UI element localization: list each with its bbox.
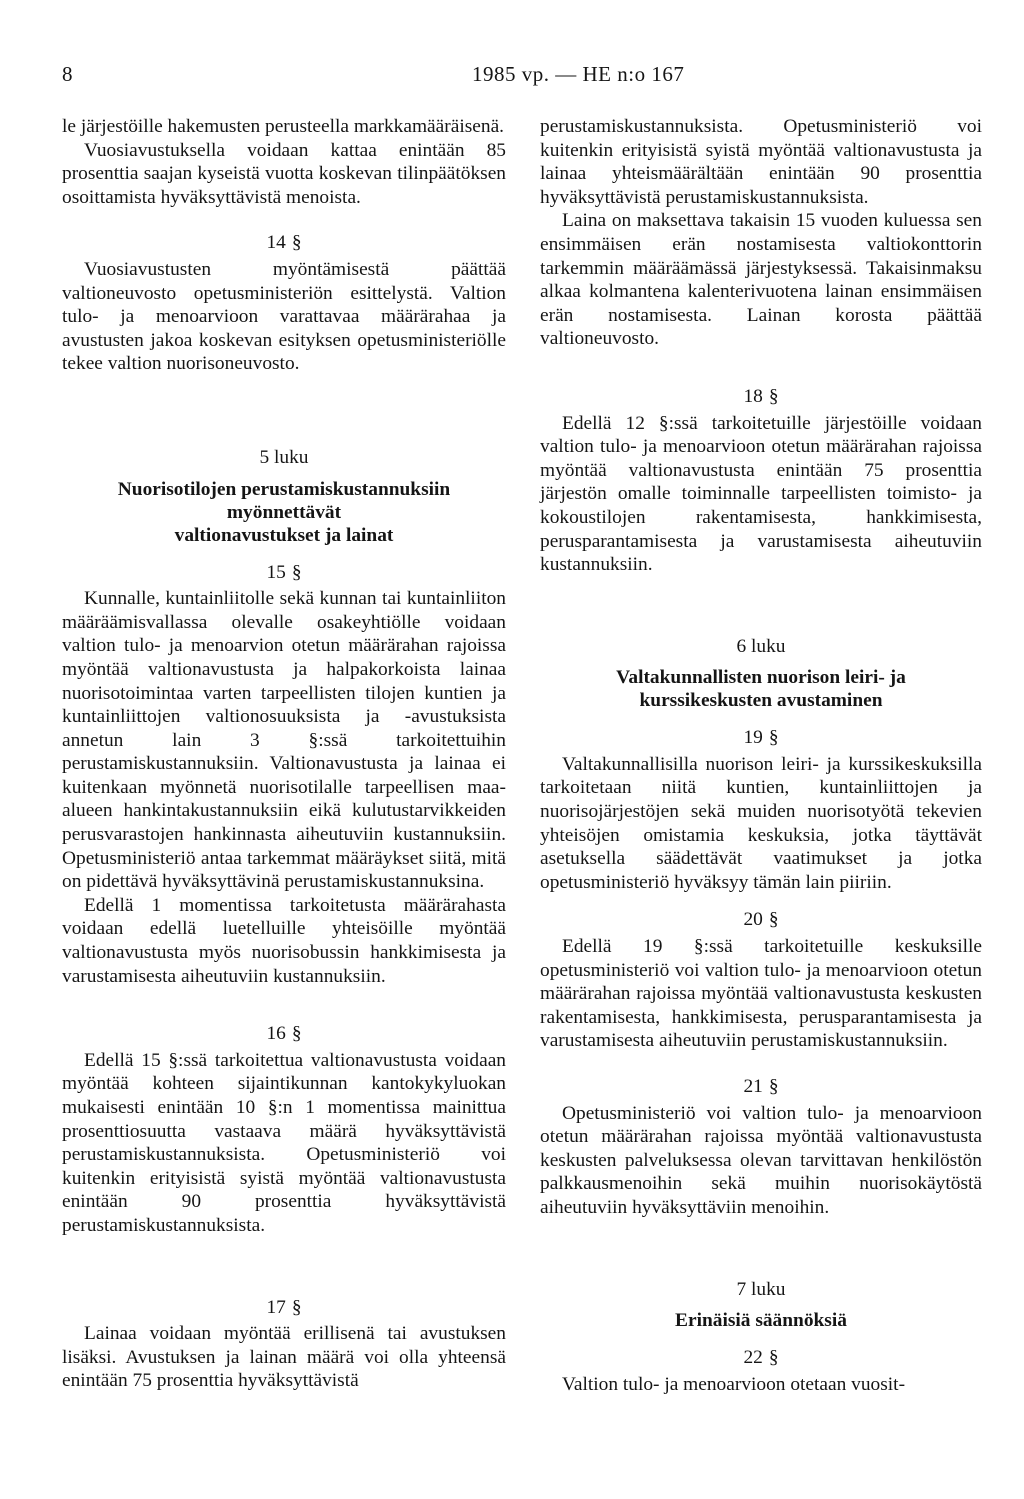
section-sign: § (768, 385, 779, 407)
chapter-number-6: 6 luku (736, 635, 786, 657)
section-heading-15 (62, 561, 506, 585)
chapter-title-7: Erinäisiä säännöksiä (675, 1310, 847, 1332)
paragraph: Edellä 1 momentissa tarkoitetusta määrärahasta voidaan edellä luetelluille yhteisöille myöntää valtionavustusta myös nuorisobussin hankkimisesta ja varustamisesta aiheutuviin kustannuksiin. (62, 894, 506, 987)
paragraph: Edellä 15 §:ssä tarkoitettua valtionavustusta voidaan myöntää kohteen sijaintikunnan kantokykyluokan mukaisesti enintään 10 §:n 1 momentissa mainittua prosenttiosuutta vastaava määrä hyväksyttävistä perustamiskustannuksista. Opetusministeriö voi kuitenkin erityisistä syistä myöntää valtionavustusta enintään 90 prosenttia hyväksyttävistä perustamiskustannuksista. (62, 1049, 506, 1236)
paragraph: Valtakunnallisilla nuorison leiri- ja kurssikeskuksilla tarkoitetaan niitä kuntien, kuntainliittojen ja nuorisojärjestöjen sekä muiden nuorisotyötä tekevien yhteisöjen omistamia keskuksia, jotka täyttävät asetuksella säädettävät vaatimukset ja jotka opetusministeriö hyväksyy tämän lain piiriin. (540, 753, 982, 893)
section-heading-14 (62, 231, 506, 255)
section-number: 22 (743, 1347, 763, 1369)
section-sign: § (291, 561, 302, 583)
section-number: 19 (743, 727, 763, 749)
section-heading-19 (540, 726, 982, 750)
paragraph: Lainaa voidaan myöntää erillisenä tai avustuksen lisäksi. Avustuksen ja lainan määrä voi olla yhteensä enintään 75 prosenttia hyväksyttävistä (62, 1323, 506, 1392)
chapter-title-line: Nuorisotilojen perustamiskustannuksiin myönnettävät (117, 478, 451, 523)
paragraph: le järjestöille hakemusten perusteella markkamääräisenä. (62, 116, 505, 137)
left-column (62, 115, 506, 1393)
paragraph: Vuosiavustusten myöntämisestä päättää valtioneuvosto opetusministeriön esittelystä. Valtion tulo- ja menoarvioon varattavaa määrärahaa ja avustusten jakoa koskevan esityksen opetusministeriölle tekee valtion nuorisoneuvosto. (62, 258, 506, 375)
page-number: 8 (62, 62, 73, 86)
section-number: 15 (266, 561, 286, 583)
chapter-title-line: valtionavustukset ja lainat (174, 524, 394, 546)
section-sign: § (291, 1023, 302, 1045)
paragraph: Edellä 19 §:ssä tarkoitetuille keskuksille opetusministeriö voi valtion tulo- ja menoarvioon otetun määrärahan rajoissa myöntää valtionavustusta keskusten rakentamisesta, hankkimisesta, perusparantamisesta ja varustamisesta aiheutuviin perustamiskustannuksiin. (540, 936, 982, 1052)
section-heading-17 (62, 1296, 506, 1320)
running-title: 1985 vp. — HE n:o 167 (472, 62, 685, 86)
section-number: 16 (266, 1023, 286, 1045)
section-sign: § (768, 909, 779, 931)
page-header (62, 62, 1012, 92)
chapter-title-6 (540, 666, 982, 712)
chapter-number-7: 7 luku (736, 1278, 786, 1300)
section-number: 21 (743, 1076, 763, 1097)
section-number: 20 (743, 909, 763, 931)
section-sign: § (291, 1296, 302, 1318)
section-number: 18 (743, 385, 763, 407)
chapter-title-line: Valtakunnallisten nuorison leiri- ja (616, 667, 906, 689)
section-sign: § (291, 232, 302, 254)
chapter-number-5: 5 luku (259, 446, 309, 468)
paragraph: Vuosiavustuksella voidaan kattaa enintään 85 prosenttia saajan kyseistä vuotta koskevan tilinpäätöksen osoittamista hyväksyttävistä menoista. (62, 139, 506, 208)
section-sign: § (768, 1076, 779, 1097)
paragraph: perustamiskustannuksista. Opetusministeriö voi kuitenkin erityisistä syistä myöntää valtionavustusta ja lainaa yhteismäärältään enintään 90 prosenttia hyväksyttävistä perustamiskustannuksista. (540, 116, 982, 208)
section-sign: § (768, 1347, 779, 1369)
paragraph: Opetusministeriö voi valtion tulo- ja menoarvioon otetun määrärahan rajoissa myöntää valtionavustusta keskusten palveluksessa olevan tarvittavan henkilöstön palkkausmenoihin sekä muihin nuorisokäytöstä aiheutuviin hyväksyttäviin menoihin. (540, 1102, 982, 1218)
section-heading-20 (540, 908, 982, 932)
section-sign: § (768, 727, 779, 749)
section-heading-16 (62, 1022, 506, 1046)
chapter-title-line: kurssikeskusten avustaminen (639, 690, 883, 712)
section-heading-18 (540, 385, 982, 409)
chapter-title-5 (62, 478, 506, 547)
paragraph: Edellä 12 §:ssä tarkoitetuille järjestöille voidaan valtion tulo- ja menoarvioon otetun määrärahan rajoissa myöntää valtionavustusta enintään 75 prosenttia järjestön omalle toiminnalle tarpeellisten toimisto- ja kokoustilojen rakentamisesta, hankkimisesta, perusparantamisesta ja varustamisesta aiheutuviin kustannuksiin. (540, 412, 982, 576)
paragraph: Laina on maksettava takaisin 15 vuoden kuluessa sen ensimmäisen erän nostamisesta valtiokonttorin tarkemmin määräämässä järjestyksessä. Takaisinmaksu alkaa kolmantena kalenterivuotena lainan ensimmäisen erän nostamisesta. Lainan korosta päättää valtioneuvosto. (540, 210, 982, 350)
right-column (540, 115, 982, 1396)
section-heading-22 (540, 1346, 982, 1370)
section-heading-21 (540, 1075, 982, 1099)
section-number: 14 (266, 232, 286, 254)
section-number: 17 (266, 1296, 286, 1318)
paragraph: Kunnalle, kuntainliitolle sekä kunnan tai kuntainliiton määräämisvallassa olevalle osakeyhtiölle voidaan valtion tulo- ja menoarvion otetun määrärahan rajoissa myöntää valtionavustusta ja halpakorkoista lainaa nuorisotoimintaa varten tarpeellisten tilojen kuntien ja kuntainliittojen valtionosuuksista ja -avustuksista annetun lain 3 §:ssä tarkoitettuihin perustamiskustannuksiin. Valtionavustusta ja lainaa ei kuitenkaan myönnetä nuorisotilalle tarpeellisen maa-alueen hankintakustannuksiin eikä kulutustarvikkeiden perusvarastojen hankinnasta aiheutuviin kustannuksiin. Opetusministeriö antaa tarkemmat määräykset siitä, mitä on pidettävä hyväksyttävinä perustamiskustannuksina. (62, 588, 506, 893)
paragraph: Valtion tulo- ja menoarvioon otetaan vuosit- (562, 1373, 906, 1395)
